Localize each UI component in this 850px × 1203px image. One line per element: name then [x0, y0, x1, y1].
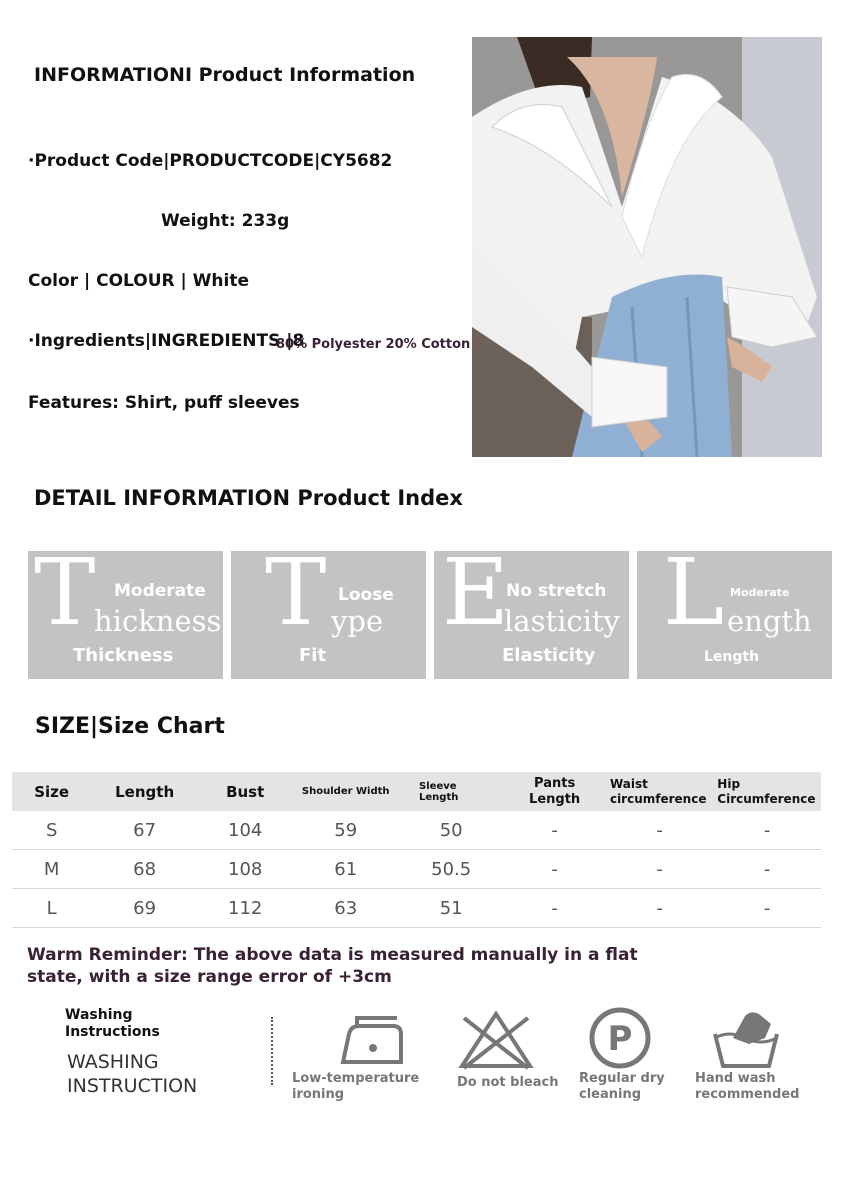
washing-subtitle: WASHING INSTRUCTION: [67, 1051, 198, 1097]
attribute-label: Thickness: [73, 645, 174, 666]
column-header: Hip Circumference: [713, 772, 821, 811]
table-cell: 61: [292, 850, 399, 889]
product-ingredients-value: 80% Polyester 20% Cotton: [276, 337, 471, 352]
table-cell: L: [12, 889, 91, 928]
table-cell: -: [503, 889, 606, 928]
attribute-label: Fit: [299, 645, 327, 666]
table-cell: -: [713, 811, 821, 850]
washing-title: Washing Instructions: [65, 1007, 160, 1040]
column-header: Sleeve Length: [399, 772, 503, 811]
product-ingredients-label: ·Ingredients|INGREDIENTS |8: [28, 331, 305, 351]
wash-item-label: recommended: [695, 1087, 800, 1102]
column-header: Pants Length: [503, 772, 606, 811]
attribute-card-thickness: [28, 551, 223, 679]
column-header: Size: [12, 772, 91, 811]
detail-title: DETAIL INFORMATION Product Index: [34, 486, 463, 510]
product-photo: [472, 37, 822, 457]
table-cell: 67: [91, 811, 198, 850]
size-chart-table: [12, 772, 821, 928]
table-cell: -: [713, 889, 821, 928]
attribute-card-length: [637, 551, 832, 679]
table-cell: 63: [292, 889, 399, 928]
dry-clean-icon: [580, 1006, 660, 1074]
product-features: Features: Shirt, puff sleeves: [28, 393, 300, 413]
table-row: [12, 811, 821, 850]
wash-item-label: Hand wash: [695, 1071, 776, 1086]
wash-item-label: Regular dry: [579, 1071, 665, 1086]
table-cell: 59: [292, 811, 399, 850]
size-chart-title: SIZE|Size Chart: [35, 714, 225, 739]
table-row: [12, 889, 821, 928]
wash-item-label: Do not bleach: [457, 1075, 559, 1090]
svg-text:P: P: [607, 1019, 633, 1059]
attribute-word: ype: [331, 604, 384, 638]
table-cell: S: [12, 811, 91, 850]
attribute-letter: E: [442, 551, 510, 646]
attribute-value: Moderate: [114, 581, 206, 601]
no-bleach-icon: [456, 1008, 536, 1076]
table-row: [12, 850, 821, 889]
attribute-value: Moderate: [730, 586, 790, 599]
attribute-letter: L: [663, 551, 725, 646]
washing-divider: [271, 1017, 273, 1085]
attribute-word: hickness: [94, 604, 222, 638]
attribute-label: Length: [704, 649, 760, 665]
wash-item-label: Low-temperature: [292, 1071, 420, 1086]
product-code: ·Product Code|PRODUCTCODE|CY5682: [28, 151, 393, 171]
product-weight: Weight: 233g: [161, 211, 290, 231]
column-header: Length: [91, 772, 198, 811]
attribute-value: No stretch: [506, 581, 607, 601]
column-header: Bust: [198, 772, 293, 811]
hand-wash-icon: [705, 1008, 785, 1076]
table-cell: -: [606, 850, 713, 889]
attribute-letter: T: [265, 551, 327, 646]
table-cell: 112: [198, 889, 293, 928]
attribute-letter: T: [34, 551, 96, 646]
product-color: Color | COLOUR | White: [28, 271, 249, 291]
attribute-word: ength: [727, 604, 812, 638]
table-cell: -: [503, 811, 606, 850]
table-cell: -: [503, 850, 606, 889]
table-cell: -: [713, 850, 821, 889]
attribute-card-fit: [231, 551, 426, 679]
column-header: Waist circumference: [606, 772, 713, 811]
column-header: Shoulder Width: [292, 772, 399, 811]
wash-item-label: cleaning: [579, 1087, 642, 1102]
attribute-value: Loose: [338, 585, 394, 605]
warm-reminder: Warm Reminder: The above data is measured manually in a flat state, with a size range error of +3cm: [27, 945, 638, 988]
table-cell: 69: [91, 889, 198, 928]
table-cell: 68: [91, 850, 198, 889]
table-cell: -: [606, 889, 713, 928]
wash-item-label: ironing: [292, 1087, 345, 1102]
table-cell: 108: [198, 850, 293, 889]
iron-icon: [337, 1012, 417, 1080]
info-title: INFORMATIONI Product Information: [34, 64, 416, 86]
attribute-word: lasticity: [504, 604, 620, 638]
attribute-card-elasticity: [434, 551, 629, 679]
table-cell: 50.5: [399, 850, 503, 889]
attribute-label: Elasticity: [502, 645, 596, 666]
table-cell: M: [12, 850, 91, 889]
table-cell: 104: [198, 811, 293, 850]
table-cell: -: [606, 811, 713, 850]
table-cell: 51: [399, 889, 503, 928]
table-header-row: [12, 772, 821, 811]
table-cell: 50: [399, 811, 503, 850]
